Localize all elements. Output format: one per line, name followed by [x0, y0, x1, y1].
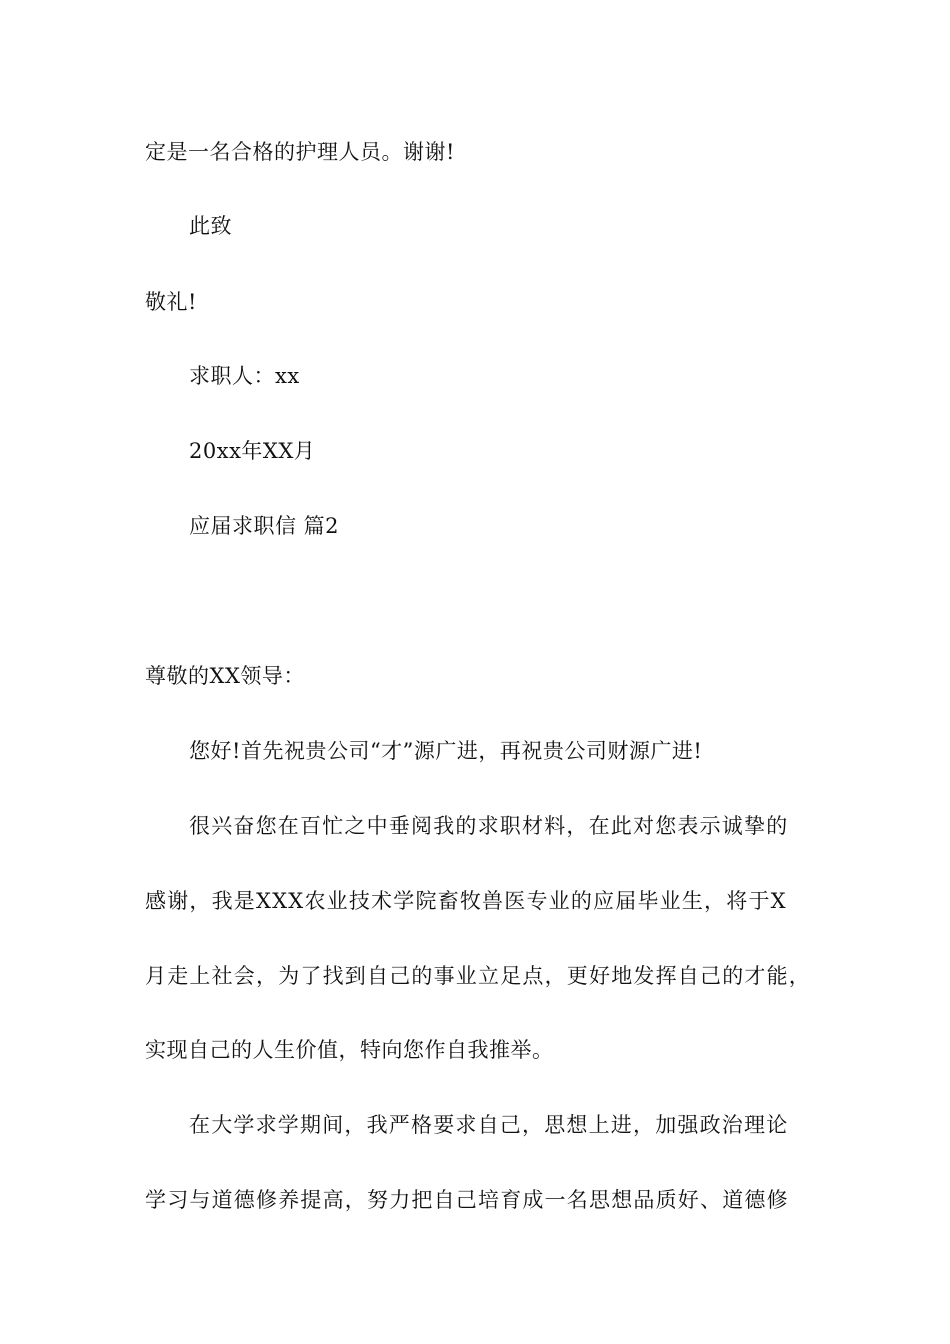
salutation-cizhi: 此致: [189, 214, 232, 238]
paragraph-line: 感谢，我是XXX农业技术学院畜牧兽医专业的应届毕业生，将于X: [145, 889, 787, 913]
paragraph-line: 月走上社会，为了找到自己的事业立足点，更好地发挥自己的才能，: [145, 964, 811, 988]
paragraph-line: 实现自己的人生价值，特向您作自我推举。: [145, 1038, 554, 1062]
letter-greeting: 尊敬的XX领导：: [145, 664, 305, 688]
paragraph-line: 学习与道德修养提高，努力把自己培育成一名思想品质好、道德修: [145, 1188, 789, 1212]
paragraph-line: 您好!首先祝贵公司“才”源广进，再祝贵公司财源广进!: [189, 739, 703, 763]
salutation-jingli: 敬礼!: [145, 290, 197, 314]
section-heading: 应届求职信 篇2: [189, 514, 340, 538]
signature-applicant: 求职人：xx: [189, 364, 300, 388]
paragraph-line: 很兴奋您在百忙之中垂阅我的求职材料，在此对您表示诚挚的: [189, 814, 789, 838]
signature-date: 20xx年XX月: [189, 439, 316, 463]
closing-text-line: 定是一名合格的护理人员。谢谢!: [145, 140, 455, 164]
paragraph-line: 在大学求学期间，我严格要求自己，思想上进，加强政治理论: [189, 1113, 789, 1137]
